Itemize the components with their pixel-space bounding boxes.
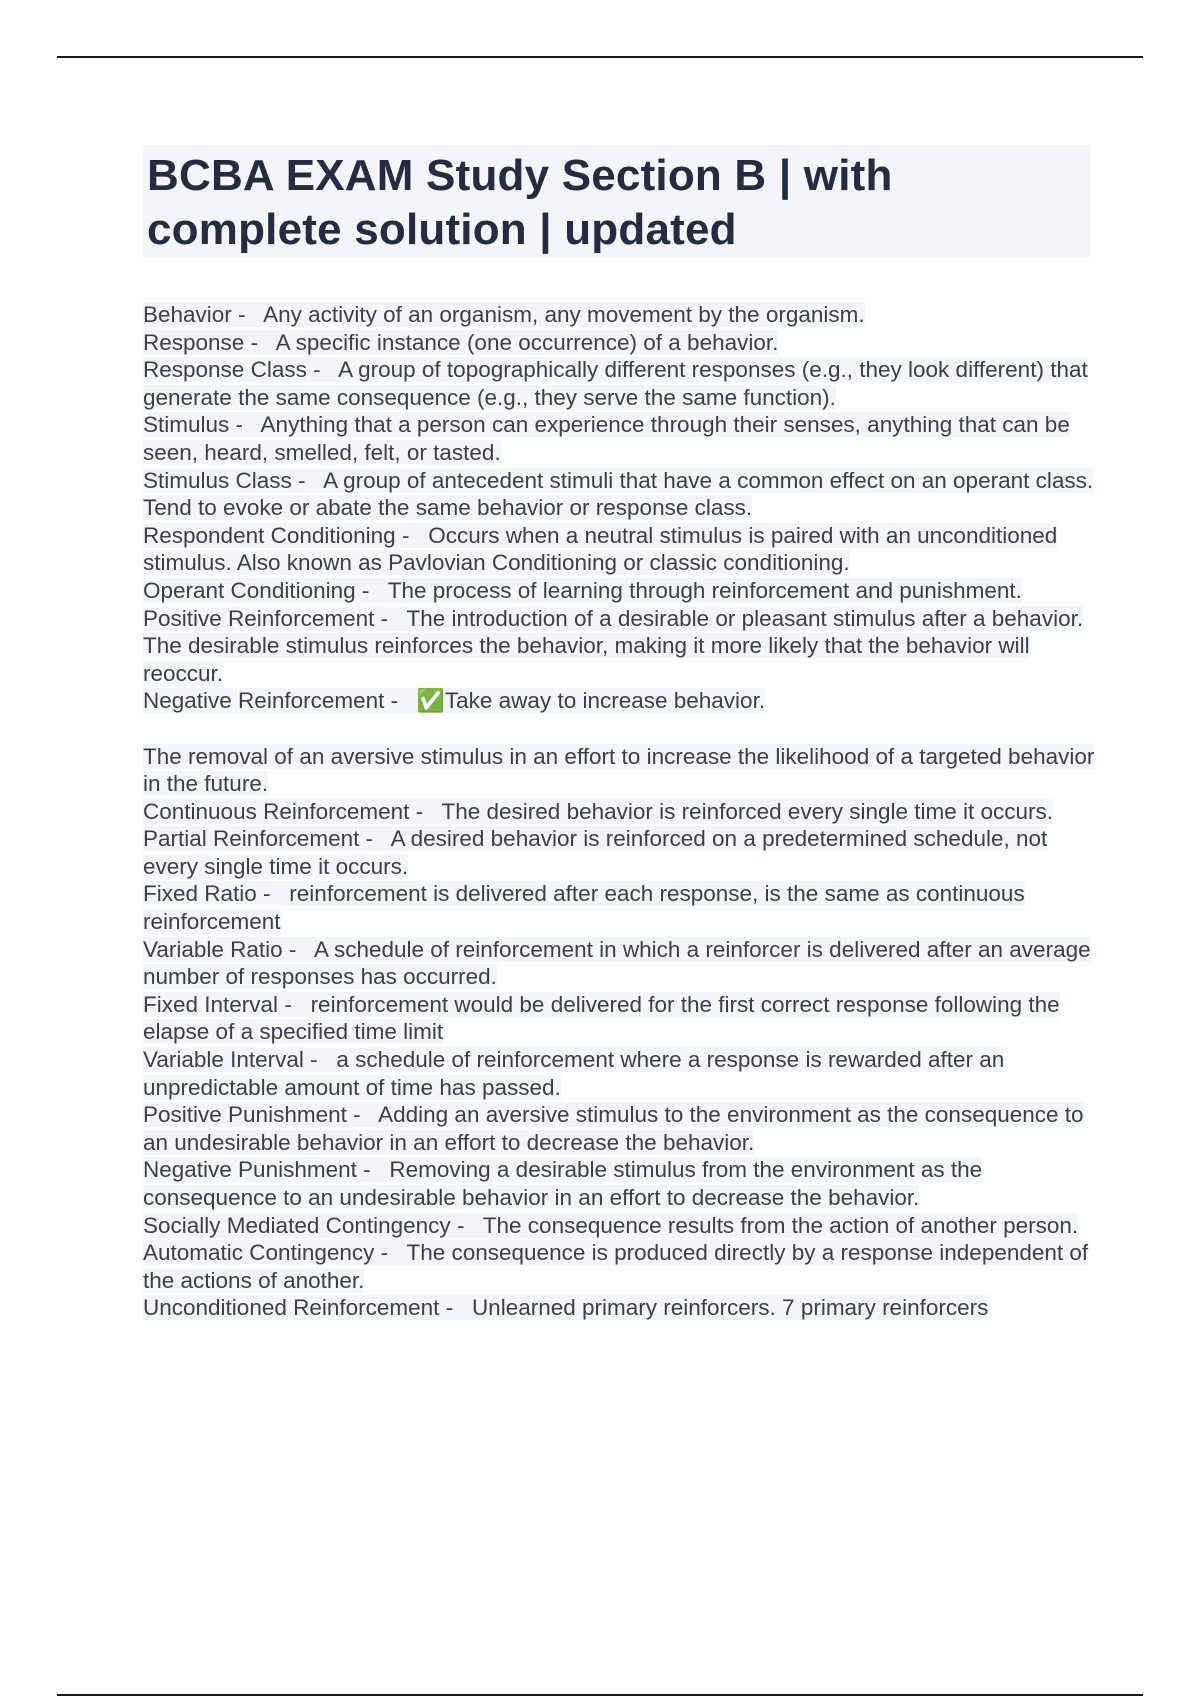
- entry-line: [143, 799, 1053, 824]
- list-item: [143, 301, 1103, 329]
- entry-term: Behavior: [143, 302, 232, 327]
- list-item: [143, 825, 1103, 880]
- list-item: [143, 577, 1103, 605]
- entry-term: Fixed Interval: [143, 991, 279, 1017]
- entry-term: Variable Ratio: [143, 936, 283, 962]
- list-item: [143, 1239, 1103, 1294]
- list-item: [143, 936, 1103, 991]
- entry-definition: Any activity of an organism, any movement by the organism.: [263, 302, 865, 327]
- entry-line: [143, 688, 765, 713]
- title-block: [143, 145, 1091, 257]
- entry-definition: The desired behavior is reinforced every single time it occurs.: [441, 798, 1054, 824]
- entry-definition: Adding an aversive stimulus to the environment as the consequence to an undesirable behavior in an effort to decrease the behavior.: [143, 1102, 1084, 1155]
- entry-term: Unconditioned Reinforcement: [143, 1295, 440, 1321]
- entry-term: Negative Punishment: [143, 1157, 357, 1183]
- entry-term: Fixed Ratio: [143, 881, 257, 907]
- entry-line: [143, 330, 778, 355]
- entry-separator: -: [229, 412, 261, 438]
- entry-separator: -: [450, 1212, 483, 1238]
- entry-separator: -: [355, 577, 388, 603]
- list-item: [143, 329, 1103, 357]
- entry-separator: -: [231, 302, 264, 327]
- entry-term: Socially Mediated Contingency: [143, 1212, 451, 1238]
- entry-term: Positive Reinforcement: [143, 605, 375, 631]
- entry-separator: -: [256, 881, 290, 907]
- entry-separator: -: [346, 1102, 379, 1128]
- list-item: [143, 1294, 1103, 1322]
- list-item: [143, 798, 1103, 826]
- entry-line: [143, 1157, 982, 1210]
- entry-term: Partial Reinforcement: [143, 826, 360, 852]
- entry-separator: -: [356, 1157, 390, 1183]
- entry-separator: -: [303, 1047, 337, 1073]
- entry-term: Continuous Reinforcement: [143, 798, 410, 824]
- list-item: [143, 1101, 1103, 1156]
- entry-definition: reinforcement is delivered after each response, is the same as continuous reinforcement: [143, 881, 1025, 935]
- entry-separator: -: [409, 798, 442, 824]
- entry-line: [143, 606, 1083, 686]
- list-item: [143, 1212, 1103, 1240]
- entry-line: [143, 1047, 1004, 1100]
- entry-separator: -: [384, 688, 417, 714]
- list-item: [143, 991, 1103, 1046]
- entry-term: Operant Conditioning: [143, 577, 356, 603]
- entry-definition: A desired behavior is reinforced on a predetermined schedule, not every single time it occurs.: [143, 826, 1048, 879]
- entry-definition: Anything that a person can experience through their senses, anything that can be seen, heard, smelled, felt, or tasted.: [143, 412, 1070, 465]
- entry-separator: -: [374, 605, 407, 631]
- entry-term: Positive Punishment: [143, 1102, 347, 1128]
- entry-line: [143, 523, 1057, 576]
- entry-definition: The introduction of a desirable or pleasant stimulus after a behavior. The desirable stimulus reinforces the behavior, making it more likely that the behavior will reoccur.: [143, 605, 1084, 686]
- entry-line: [143, 1295, 988, 1320]
- entry-separator: -: [359, 826, 391, 852]
- entry-definition: A schedule of reinforcement in which a reinforcer is delivered after an average number of responses has occurred.: [143, 936, 1091, 990]
- entry-definition: The consequence results from the action of another person.: [482, 1212, 1079, 1238]
- entry-separator: -: [374, 1240, 407, 1266]
- entry-definition: Occurs when a neutral stimulus is paired with an unconditioned stimulus. Also known as Pavlovian Conditioning or classic conditioning.: [143, 522, 1058, 576]
- entry-definition: The consequence is produced directly by a response independent of the actions of another.: [143, 1240, 1089, 1293]
- entry-term: Respondent Conditioning: [143, 522, 396, 548]
- list-item: [143, 605, 1103, 688]
- entry-separator: -: [395, 522, 429, 548]
- entry-separator: -: [244, 329, 276, 355]
- entry-definition: Unlearned primary reinforcers. 7 primary reinforcers: [471, 1295, 989, 1321]
- entry-extra-paragraph: [143, 743, 1103, 798]
- entry-definition: A group of antecedent stimuli that have a common effect on an operant class. Tend to evoke or abate the same behavior or response class.: [143, 467, 1094, 521]
- bottom-rule: [57, 1694, 1143, 1696]
- entry-term: Automatic Contingency: [143, 1240, 375, 1266]
- flashcard-list: [143, 301, 1103, 1322]
- list-item: [143, 522, 1103, 577]
- entry-line: [143, 468, 1093, 521]
- entry-extra-text: The removal of an aversive stimulus in an effort to increase the likelihood of a targeted behavior in the future.: [143, 743, 1095, 797]
- entry-line: [143, 1102, 1084, 1155]
- list-item: [143, 880, 1103, 935]
- entry-line: [143, 357, 1088, 410]
- entry-term: Stimulus: [143, 412, 230, 438]
- entry-line: [143, 1213, 1078, 1238]
- document-title: BCBA EXAM Study Section B | with complete solution | updated: [147, 151, 893, 254]
- entry-definition: A group of topographically different responses (e.g., they look different) that generate the same consequence (e.g., they serve the same function).: [143, 357, 1088, 410]
- entry-term: Variable Interval: [143, 1047, 304, 1073]
- top-rule: [57, 56, 1143, 58]
- list-item: [143, 1156, 1103, 1211]
- entry-definition: reinforcement would be delivered for the first correct response following the elapse of a specified time limit: [143, 991, 1060, 1045]
- entry-term: Stimulus Class: [143, 467, 292, 493]
- entry-term: Response Class: [143, 357, 307, 383]
- entry-line: [143, 578, 1022, 603]
- entry-separator: -: [306, 357, 339, 383]
- entry-definition: ✅Take away to increase behavior.: [416, 688, 766, 714]
- list-item: [143, 1046, 1103, 1101]
- list-item: [143, 356, 1103, 411]
- entry-definition: The process of learning through reinforcement and punishment.: [387, 577, 1022, 603]
- entry-line: [143, 412, 1070, 465]
- entry-separator: -: [278, 991, 311, 1017]
- entry-definition: A specific instance (one occurrence) of a behavior.: [275, 329, 779, 355]
- entry-line: [143, 992, 1060, 1045]
- entry-term: Negative Reinforcement: [143, 688, 385, 714]
- list-item: [143, 687, 1103, 797]
- list-item: [143, 411, 1103, 466]
- entry-line: [143, 881, 1025, 934]
- entry-term: Response: [143, 329, 245, 355]
- list-item: [143, 467, 1103, 522]
- entry-separator: -: [291, 467, 324, 493]
- entry-line: [143, 937, 1091, 990]
- entry-line: [143, 302, 865, 327]
- entry-definition: a schedule of reinforcement where a response is rewarded after an unpredictable amount of time has passed.: [143, 1047, 1005, 1100]
- entry-line: [143, 1240, 1088, 1293]
- entry-definition: Removing a desirable stimulus from the environment as the consequence to an undesirable behavior in an effort to decrease the behavior.: [143, 1157, 983, 1210]
- entry-separator: -: [282, 936, 314, 962]
- entry-line: [143, 826, 1047, 879]
- entry-separator: -: [439, 1295, 472, 1321]
